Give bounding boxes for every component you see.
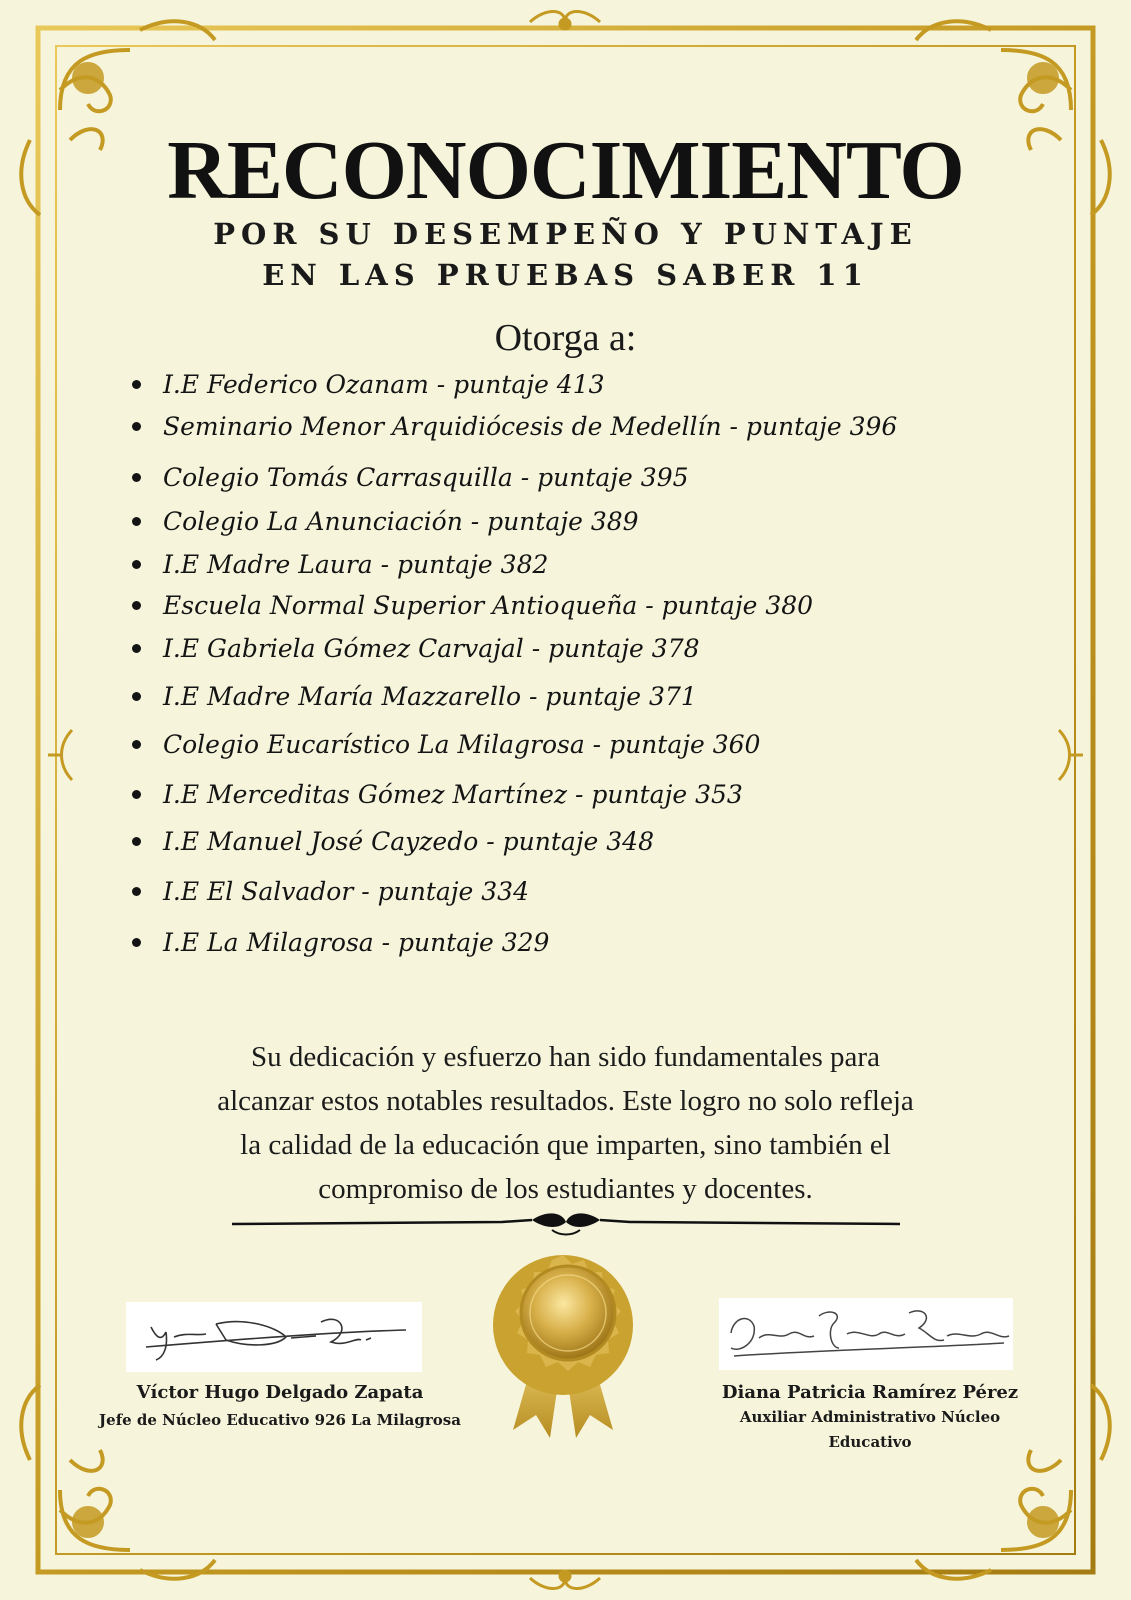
bullet-icon [132, 517, 141, 526]
list-item: I.E Madre Laura - puntaje 382 [132, 550, 548, 579]
bullet-icon [132, 380, 141, 389]
list-item: I.E Madre María Mazzarello - puntaje 371 [132, 682, 697, 711]
bullet-icon [132, 473, 141, 482]
signer-role-right-line-2: Educativo [828, 1433, 912, 1451]
list-item: I.E Gabriela Gómez Carvajal - puntaje 378 [132, 634, 700, 663]
bullet-icon [132, 560, 141, 569]
signer-role-right-line-1: Auxiliar Administrativo Núcleo [739, 1408, 1001, 1426]
signer-name-left: Víctor Hugo Delgado Zapata [136, 1382, 424, 1403]
bullet-icon [132, 601, 141, 610]
list-item: I.E Merceditas Gómez Martínez - puntaje 353 [132, 780, 743, 809]
list-item: Colegio Tomás Carrasquilla - puntaje 395 [132, 463, 689, 492]
list-item: I.E El Salvador - puntaje 334 [132, 877, 529, 906]
bullet-icon [132, 422, 141, 431]
list-item: I.E Manuel José Cayzedo - puntaje 348 [132, 827, 654, 856]
bullet-icon [132, 887, 141, 896]
bullet-icon [132, 740, 141, 749]
subtitle-line-2: EN LAS PRUEBAS SABER 11 [262, 258, 869, 292]
list-item: Seminario Menor Arquidiócesis de Medellín - puntaje 396 [132, 412, 897, 441]
granted-to-heading: Otorga a: [494, 317, 637, 359]
list-item: I.E Federico Ozanam - puntaje 413 [132, 370, 605, 399]
list-item: Colegio Eucarístico La Milagrosa - puntaje 360 [132, 730, 760, 759]
certificate-title: RECONOCIMIENTO [167, 124, 964, 217]
list-item: Colegio La Anunciación - puntaje 389 [132, 507, 639, 536]
message-line: Su dedicación y esfuerzo han sido fundamentales para [251, 1041, 880, 1073]
message-line: compromiso de los estudiantes y docentes. [318, 1173, 813, 1205]
signer-role-left: Jefe de Núcleo Educativo 926 La Milagrosa [99, 1411, 461, 1429]
gold-medal-icon [488, 1250, 638, 1440]
bullet-icon [132, 790, 141, 799]
list-item: I.E La Milagrosa - puntaje 329 [132, 928, 549, 957]
subtitle-line-1: POR SU DESEMPEÑO Y PUNTAJE [213, 217, 918, 251]
signature-left [126, 1302, 422, 1372]
divider-flourish-icon [232, 1208, 900, 1238]
bullet-icon [132, 644, 141, 653]
bullet-icon [132, 938, 141, 947]
list-item: Escuela Normal Superior Antioqueña - puntaje 380 [132, 591, 813, 620]
bullet-icon [132, 837, 141, 846]
recognition-message [110, 1035, 1021, 1211]
bullet-icon [132, 692, 141, 701]
signer-name-right: Diana Patricia Ramírez Pérez [721, 1382, 1019, 1403]
signer-role-right [700, 1405, 1040, 1455]
message-line: alcanzar estos notables resultados. Este logro no solo refleja [217, 1085, 914, 1117]
message-line: la calidad de la educación que imparten, sino también el [240, 1129, 891, 1161]
signature-right [719, 1298, 1013, 1370]
